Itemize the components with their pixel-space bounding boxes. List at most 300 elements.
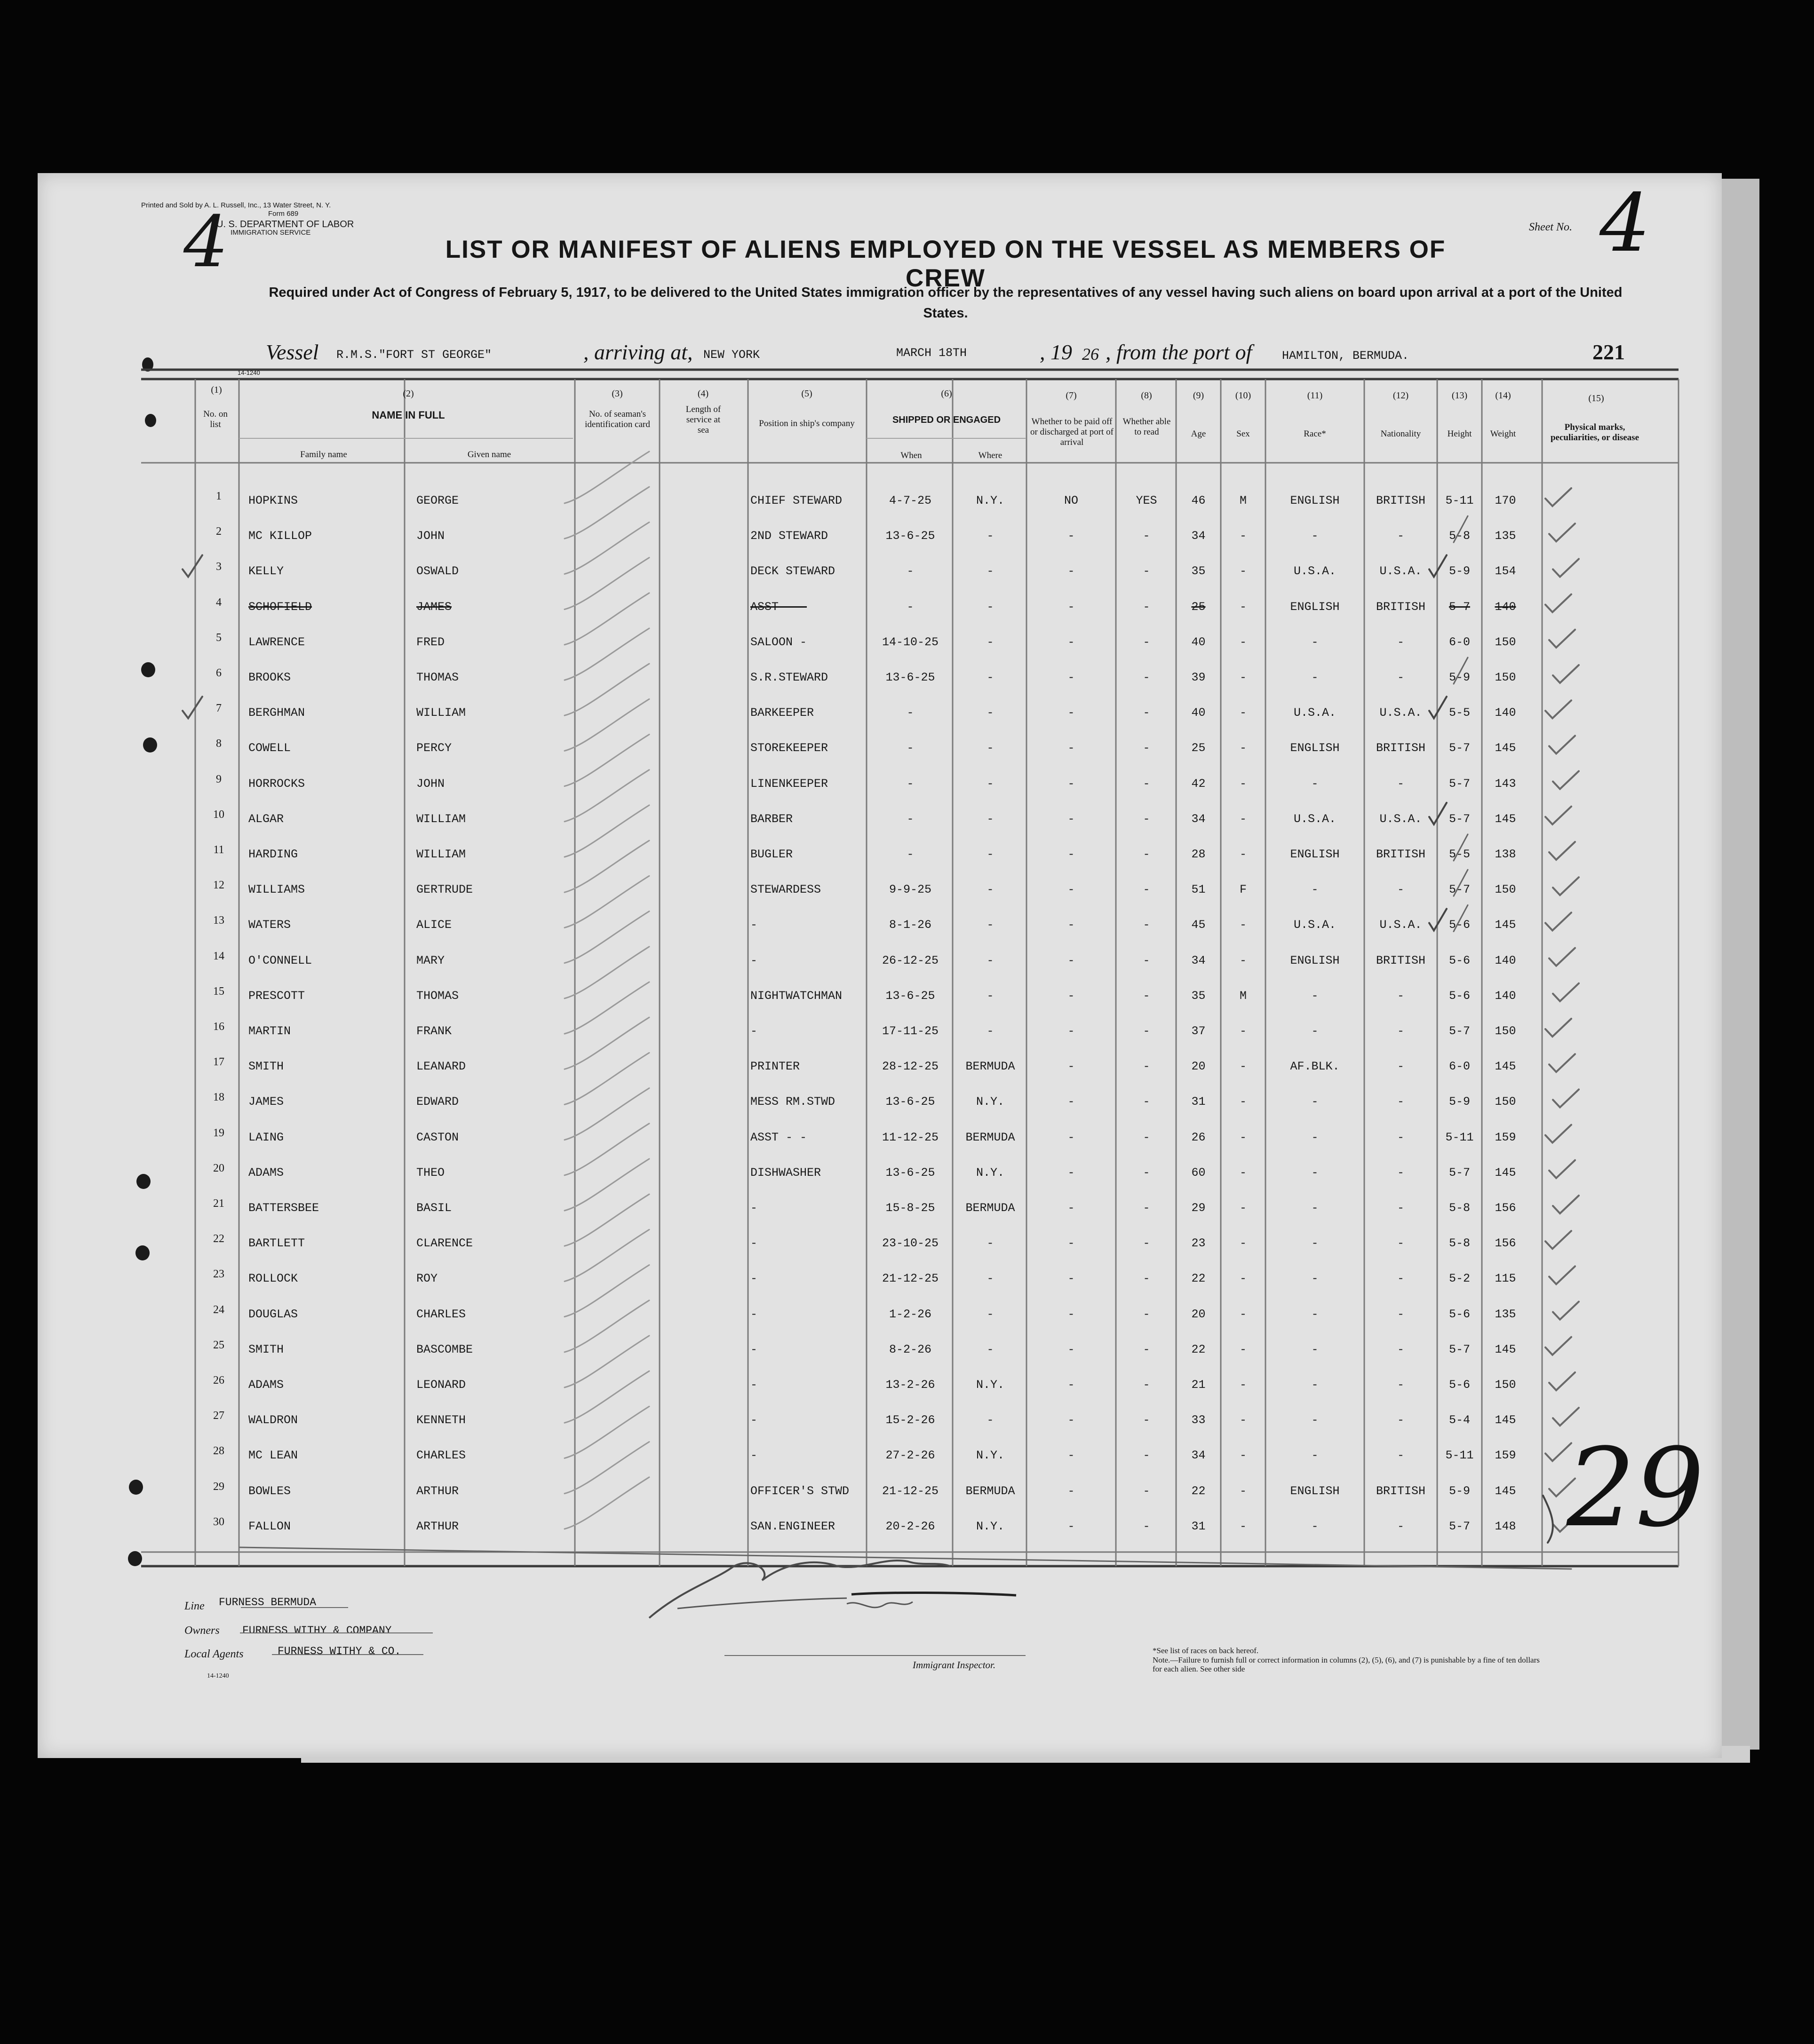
given-name: PERCY — [416, 741, 452, 755]
row-number: 4 — [216, 596, 222, 609]
weight: 150 — [1495, 1024, 1516, 1038]
height: 5-6 — [1448, 1378, 1470, 1392]
paid-off: - — [1067, 1201, 1075, 1215]
given-name: WILLIAM — [416, 812, 466, 826]
arriving-port: NEW YORK — [703, 348, 760, 362]
race: ENGLISH — [1290, 494, 1340, 507]
year-prefix: , 19 — [1040, 340, 1072, 364]
sex: - — [1239, 776, 1247, 791]
given-name: ARTHUR — [416, 1484, 459, 1498]
shipped-when: 13-6-25 — [885, 989, 935, 1003]
weight: 156 — [1495, 1236, 1516, 1251]
shipped-when: - — [907, 600, 914, 614]
shipped-where: - — [987, 883, 994, 897]
age: 34 — [1191, 1449, 1206, 1463]
sheet-label: Sheet No. — [1529, 221, 1572, 233]
height: 5-4 — [1448, 1413, 1470, 1427]
given-name: WILLIAM — [416, 706, 466, 720]
family-name: LAING — [248, 1130, 284, 1144]
col-7-label: Whether to be paid off or discharged at port of arrival — [1030, 417, 1114, 447]
col-1-number: (1) — [211, 385, 222, 395]
shipped-when: 11-12-25 — [882, 1130, 939, 1144]
col-9-number: (9) — [1193, 390, 1204, 401]
given-name: LEONARD — [416, 1378, 466, 1392]
shipped-where: BERMUDA — [965, 1060, 1015, 1074]
age: 29 — [1191, 1201, 1206, 1215]
age: 40 — [1191, 706, 1206, 720]
position: DISHWASHER — [750, 1165, 821, 1180]
shipped-when: 21-12-25 — [882, 1484, 939, 1498]
row-number: 29 — [213, 1480, 224, 1493]
paid-off: - — [1067, 1484, 1075, 1498]
given-name: FRANK — [416, 1024, 452, 1038]
weight: 148 — [1495, 1519, 1516, 1533]
age: 31 — [1191, 1095, 1206, 1109]
able-to-read: - — [1143, 1095, 1150, 1109]
sex: - — [1239, 529, 1247, 543]
age: 22 — [1191, 1342, 1206, 1356]
nationality: - — [1397, 1095, 1404, 1109]
shipped-where: - — [987, 741, 994, 755]
nationality: - — [1397, 1519, 1404, 1533]
owners-label: Owners — [184, 1624, 220, 1637]
paid-off: - — [1067, 883, 1075, 897]
family-name: BATTERSBEE — [248, 1201, 319, 1215]
age: 25 — [1191, 600, 1206, 614]
paid-off: - — [1067, 741, 1075, 755]
family-name: MC KILLOP — [248, 529, 312, 543]
nationality: - — [1397, 776, 1404, 791]
weight: 140 — [1495, 989, 1516, 1003]
sex: - — [1239, 671, 1247, 684]
paid-off: - — [1067, 812, 1075, 826]
race: - — [1311, 989, 1319, 1003]
position: ASST - - — [750, 600, 807, 614]
shipped-where: BERMUDA — [965, 1201, 1015, 1215]
race: - — [1311, 1236, 1319, 1251]
age: 35 — [1191, 989, 1206, 1003]
given-name: THOMAS — [416, 989, 459, 1003]
weight: 140 — [1495, 706, 1516, 720]
col-6-label: SHIPPED OR ENGAGED — [892, 415, 1001, 425]
shipped-when: 13-6-25 — [885, 671, 935, 684]
height: 5-11 — [1445, 494, 1474, 507]
position: - — [750, 1342, 758, 1356]
row-number: 14 — [213, 950, 224, 962]
height: 5-9 — [1448, 671, 1470, 684]
age: 60 — [1191, 1165, 1206, 1180]
row-number: 15 — [213, 985, 224, 998]
race: AF.BLK. — [1290, 1060, 1340, 1074]
weight: 150 — [1495, 1095, 1516, 1109]
given-name: GERTRUDE — [416, 883, 473, 897]
col-10-label: Sex — [1236, 429, 1250, 439]
position: MESS RM.STWD — [750, 1095, 835, 1109]
shipped-where: BERMUDA — [965, 1130, 1015, 1144]
paid-off: - — [1067, 848, 1075, 861]
sex: - — [1239, 1272, 1247, 1286]
able-to-read: - — [1143, 529, 1150, 543]
shipped-where: - — [987, 776, 994, 791]
agents-value: FURNESS WITHY & CO. — [278, 1645, 401, 1657]
paid-off: - — [1067, 635, 1075, 649]
height: 5-9 — [1448, 1484, 1470, 1498]
nationality: BRITISH — [1376, 953, 1426, 967]
sex: - — [1239, 848, 1247, 861]
race: U.S.A. — [1293, 564, 1336, 578]
row-number: 3 — [216, 561, 222, 573]
weight: 145 — [1495, 741, 1516, 755]
row-number: 1 — [216, 490, 222, 502]
able-to-read: YES — [1136, 494, 1157, 507]
position: - — [750, 918, 758, 932]
given-name: CASTON — [416, 1130, 459, 1144]
nationality: U.S.A. — [1379, 564, 1422, 578]
given-name: JAMES — [416, 600, 452, 614]
weight: 156 — [1495, 1201, 1516, 1215]
family-name: KELLY — [248, 564, 284, 578]
family-name: MC LEAN — [248, 1449, 298, 1463]
race: - — [1311, 776, 1319, 791]
weight: 135 — [1495, 1307, 1516, 1321]
age: 22 — [1191, 1272, 1206, 1286]
col-12-number: (12) — [1392, 390, 1409, 401]
height: 5-2 — [1448, 1272, 1470, 1286]
document-subtitle: Required under Act of Congress of February 5, 1917, to be delivered to the United States immigration officer by the representatives of any vessel having such aliens on board upon arrival at a port of the United States. — [269, 285, 1623, 321]
service-name: IMMIGRATION SERVICE — [231, 229, 311, 237]
sex: - — [1239, 1449, 1247, 1463]
given-name: THOMAS — [416, 671, 459, 684]
race: ENGLISH — [1290, 741, 1340, 755]
position: OFFICER'S STWD — [750, 1484, 850, 1498]
weight: 150 — [1495, 671, 1516, 684]
col-5-number: (5) — [801, 388, 812, 399]
shipped-where: - — [987, 564, 994, 578]
able-to-read: - — [1143, 1024, 1150, 1038]
nationality: - — [1397, 529, 1404, 543]
shipped-where: - — [987, 989, 994, 1003]
age: 37 — [1191, 1024, 1206, 1038]
row-number: 27 — [213, 1410, 224, 1422]
age: 34 — [1191, 529, 1206, 543]
row-number: 5 — [216, 631, 222, 644]
nationality: BRITISH — [1376, 848, 1426, 861]
able-to-read: - — [1143, 1201, 1150, 1215]
sex: M — [1239, 494, 1247, 507]
race: - — [1311, 1024, 1319, 1038]
able-to-read: - — [1143, 1342, 1150, 1356]
shipped-where: - — [987, 1236, 994, 1251]
shipped-when: 23-10-25 — [882, 1236, 939, 1251]
nationality: - — [1397, 635, 1404, 649]
shipped-where: - — [987, 671, 994, 684]
height: 5-6 — [1448, 1307, 1470, 1321]
family-name: WALDRON — [248, 1413, 298, 1427]
nationality: - — [1397, 1378, 1404, 1392]
row-number: 28 — [213, 1445, 224, 1458]
arrival-date: MARCH 18TH — [896, 346, 967, 360]
position: LINENKEEPER — [750, 776, 828, 791]
shipped-where: N.Y. — [976, 494, 1004, 507]
race: - — [1311, 1130, 1319, 1144]
shipped-where: - — [987, 1272, 994, 1286]
arriving-label: , arriving at, — [583, 340, 693, 364]
shipped-where: BERMUDA — [965, 1484, 1015, 1498]
row-number: 12 — [213, 879, 224, 892]
able-to-read: - — [1143, 1130, 1150, 1144]
row-number: 13 — [213, 914, 224, 927]
age: 46 — [1191, 494, 1206, 507]
row-number: 20 — [213, 1162, 224, 1174]
paid-off: - — [1067, 1060, 1075, 1074]
sex: - — [1239, 600, 1247, 614]
shipped-when: 4-7-25 — [889, 494, 931, 507]
weight: 150 — [1495, 635, 1516, 649]
race: - — [1311, 671, 1319, 684]
shipped-when: - — [907, 564, 914, 578]
vessel-label: Vessel — [266, 340, 319, 364]
race: - — [1311, 1449, 1319, 1463]
family-name: WATERS — [248, 918, 291, 932]
sex: - — [1239, 1413, 1247, 1427]
weight: 140 — [1495, 600, 1516, 614]
col-2-number: (2) — [403, 388, 414, 399]
nationality: - — [1397, 989, 1404, 1003]
race: - — [1311, 529, 1319, 543]
age: 20 — [1191, 1060, 1206, 1074]
able-to-read: - — [1143, 883, 1150, 897]
nationality: U.S.A. — [1379, 812, 1422, 826]
shipped-where: - — [987, 635, 994, 649]
race: U.S.A. — [1293, 918, 1336, 932]
shipped-where: N.Y. — [976, 1165, 1004, 1180]
height: 5-7 — [1448, 1342, 1470, 1356]
paid-off: - — [1067, 706, 1075, 720]
sex: - — [1239, 953, 1247, 967]
family-name: BOWLES — [248, 1484, 291, 1498]
given-name: OSWALD — [416, 564, 459, 578]
shipped-when: 13-2-26 — [885, 1378, 935, 1392]
paid-off: - — [1067, 1165, 1075, 1180]
shipped-when: 21-12-25 — [882, 1272, 939, 1286]
paid-off: NO — [1064, 494, 1078, 507]
paid-off: - — [1067, 1378, 1075, 1392]
height: 5-8 — [1448, 1201, 1470, 1215]
nationality: BRITISH — [1376, 600, 1426, 614]
position: BUGLER — [750, 848, 793, 861]
able-to-read: - — [1143, 1307, 1150, 1321]
age: 45 — [1191, 918, 1206, 932]
family-name: PRESCOTT — [248, 989, 305, 1003]
family-name: JAMES — [248, 1095, 284, 1109]
row-number: 24 — [213, 1303, 224, 1316]
col-2-family: Family name — [300, 450, 347, 460]
age: 35 — [1191, 564, 1206, 578]
sex: - — [1239, 1519, 1247, 1533]
given-name: CLARENCE — [416, 1236, 473, 1251]
position: STEWARDESS — [750, 883, 821, 897]
weight: 135 — [1495, 529, 1516, 543]
given-name: JOHN — [416, 529, 445, 543]
able-to-read: - — [1143, 1378, 1150, 1392]
paid-off: - — [1067, 776, 1075, 791]
shipped-when: 8-1-26 — [889, 918, 931, 932]
row-number: 19 — [213, 1126, 224, 1139]
note-races: *See list of races on back hereof. — [1153, 1646, 1259, 1655]
page-number: 221 — [1592, 340, 1625, 364]
nationality: - — [1397, 1060, 1404, 1074]
able-to-read: - — [1143, 564, 1150, 578]
sex: - — [1239, 706, 1247, 720]
family-name: HOPKINS — [248, 494, 298, 507]
sex: - — [1239, 1060, 1247, 1074]
from-label: , from the port of — [1106, 340, 1252, 364]
weight: 150 — [1495, 883, 1516, 897]
shipped-where: N.Y. — [976, 1449, 1004, 1463]
weight: 145 — [1495, 1413, 1516, 1427]
given-name: MARY — [416, 953, 445, 967]
row-number: 22 — [213, 1233, 224, 1245]
age: 42 — [1191, 776, 1206, 791]
shipped-when: - — [907, 776, 914, 791]
shipped-when: 13-6-25 — [885, 1095, 935, 1109]
height: 5-7 — [1448, 600, 1470, 614]
race: U.S.A. — [1293, 812, 1336, 826]
sex: - — [1239, 1095, 1247, 1109]
given-name: WILLIAM — [416, 848, 466, 861]
handwritten-mark: 4 — [183, 201, 229, 283]
nationality: BRITISH — [1376, 494, 1426, 507]
paid-off: - — [1067, 1095, 1075, 1109]
row-number: 25 — [213, 1339, 224, 1351]
shipped-where: - — [987, 1307, 994, 1321]
shipped-where: - — [987, 848, 994, 861]
given-name: ROY — [416, 1272, 438, 1286]
sex: - — [1239, 635, 1247, 649]
department-name: U. S. DEPARTMENT OF LABOR — [216, 219, 354, 230]
weight: 138 — [1495, 848, 1516, 861]
paid-off: - — [1067, 529, 1075, 543]
row-number: 23 — [213, 1268, 224, 1281]
race: - — [1311, 635, 1319, 649]
position: - — [750, 1024, 758, 1038]
height: 5-7 — [1448, 883, 1470, 897]
row-number: 7 — [216, 702, 222, 715]
paid-off: - — [1067, 600, 1075, 614]
able-to-read: - — [1143, 776, 1150, 791]
sex: - — [1239, 1378, 1247, 1392]
paid-off: - — [1067, 1307, 1075, 1321]
shipped-when: 13-6-25 — [885, 1165, 935, 1180]
weight: 140 — [1495, 953, 1516, 967]
age: 28 — [1191, 848, 1206, 861]
height: 5-6 — [1448, 953, 1470, 967]
race: ENGLISH — [1290, 848, 1340, 861]
nationality: - — [1397, 1165, 1404, 1180]
height: 5-9 — [1448, 564, 1470, 578]
col-1-label: No. on list — [203, 409, 228, 429]
paid-off: - — [1067, 1519, 1075, 1533]
position: NIGHTWATCHMAN — [750, 989, 843, 1003]
shipped-where: - — [987, 529, 994, 543]
nationality: BRITISH — [1376, 1484, 1426, 1498]
position: - — [750, 953, 758, 967]
age: 21 — [1191, 1378, 1206, 1392]
position: - — [750, 1307, 758, 1321]
form-number: Form 689 — [268, 210, 299, 218]
height: 5-7 — [1448, 1519, 1470, 1533]
height: 5-7 — [1448, 1024, 1470, 1038]
age: 40 — [1191, 635, 1206, 649]
note-fine: Note.—Failure to furnish full or correct information in columns (2), (5), (6), and (7) is punishable by a fine of ten dollars for each alien. See other side — [1153, 1656, 1540, 1673]
given-name: ALICE — [416, 918, 452, 932]
nationality: - — [1397, 883, 1404, 897]
able-to-read: - — [1143, 1060, 1150, 1074]
weight: 143 — [1495, 776, 1516, 791]
able-to-read: - — [1143, 600, 1150, 614]
nationality: - — [1397, 1342, 1404, 1356]
owners-value: FURNESS WITHY & COMPANY — [242, 1624, 392, 1637]
shipped-where: - — [987, 953, 994, 967]
weight: 150 — [1495, 1378, 1516, 1392]
given-name: FRED — [416, 635, 445, 649]
row-number: 8 — [216, 737, 222, 750]
family-name: BARTLETT — [248, 1236, 305, 1251]
family-name: SMITH — [248, 1060, 284, 1074]
race: U.S.A. — [1293, 706, 1336, 720]
race: - — [1311, 1272, 1319, 1286]
position: - — [750, 1378, 758, 1392]
paid-off: - — [1067, 953, 1075, 967]
row-number: 2 — [216, 525, 222, 538]
shipped-where: N.Y. — [976, 1095, 1004, 1109]
age: 20 — [1191, 1307, 1206, 1321]
race: ENGLISH — [1290, 1484, 1340, 1498]
age: 23 — [1191, 1236, 1206, 1251]
row-number: 9 — [216, 773, 222, 785]
nationality: - — [1397, 1130, 1404, 1144]
age: 33 — [1191, 1413, 1206, 1427]
sex: M — [1239, 989, 1247, 1003]
shipped-when: 14-10-25 — [882, 635, 939, 649]
height: 5-5 — [1448, 706, 1470, 720]
given-name: BASCOMBE — [416, 1342, 473, 1356]
family-name: LAWRENCE — [248, 635, 305, 649]
given-name: CHARLES — [416, 1449, 466, 1463]
col-8-number: (8) — [1141, 390, 1152, 401]
row-number: 11 — [213, 844, 224, 856]
col-11-label: Race* — [1304, 429, 1326, 439]
nationality: - — [1397, 1449, 1404, 1463]
paid-off: - — [1067, 1413, 1075, 1427]
height: 5-5 — [1448, 848, 1470, 861]
col-12-label: Nationality — [1380, 429, 1421, 439]
height: 6-0 — [1448, 1060, 1470, 1074]
age: 34 — [1191, 953, 1206, 967]
family-name: MARTIN — [248, 1024, 291, 1038]
col-13-number: (13) — [1451, 390, 1468, 401]
printer-line: Printed and Sold by A. L. Russell, Inc., 13 Water Street, N. Y. — [141, 201, 331, 209]
race: - — [1311, 1378, 1319, 1392]
family-name: ROLLOCK — [248, 1272, 298, 1286]
shipped-when: 20-2-26 — [885, 1519, 935, 1533]
paid-off: - — [1067, 989, 1075, 1003]
row-number: 26 — [213, 1374, 224, 1386]
position: SAN.ENGINEER — [750, 1519, 835, 1533]
able-to-read: - — [1143, 1519, 1150, 1533]
race: - — [1311, 1519, 1319, 1533]
family-name: ALGAR — [248, 812, 284, 826]
